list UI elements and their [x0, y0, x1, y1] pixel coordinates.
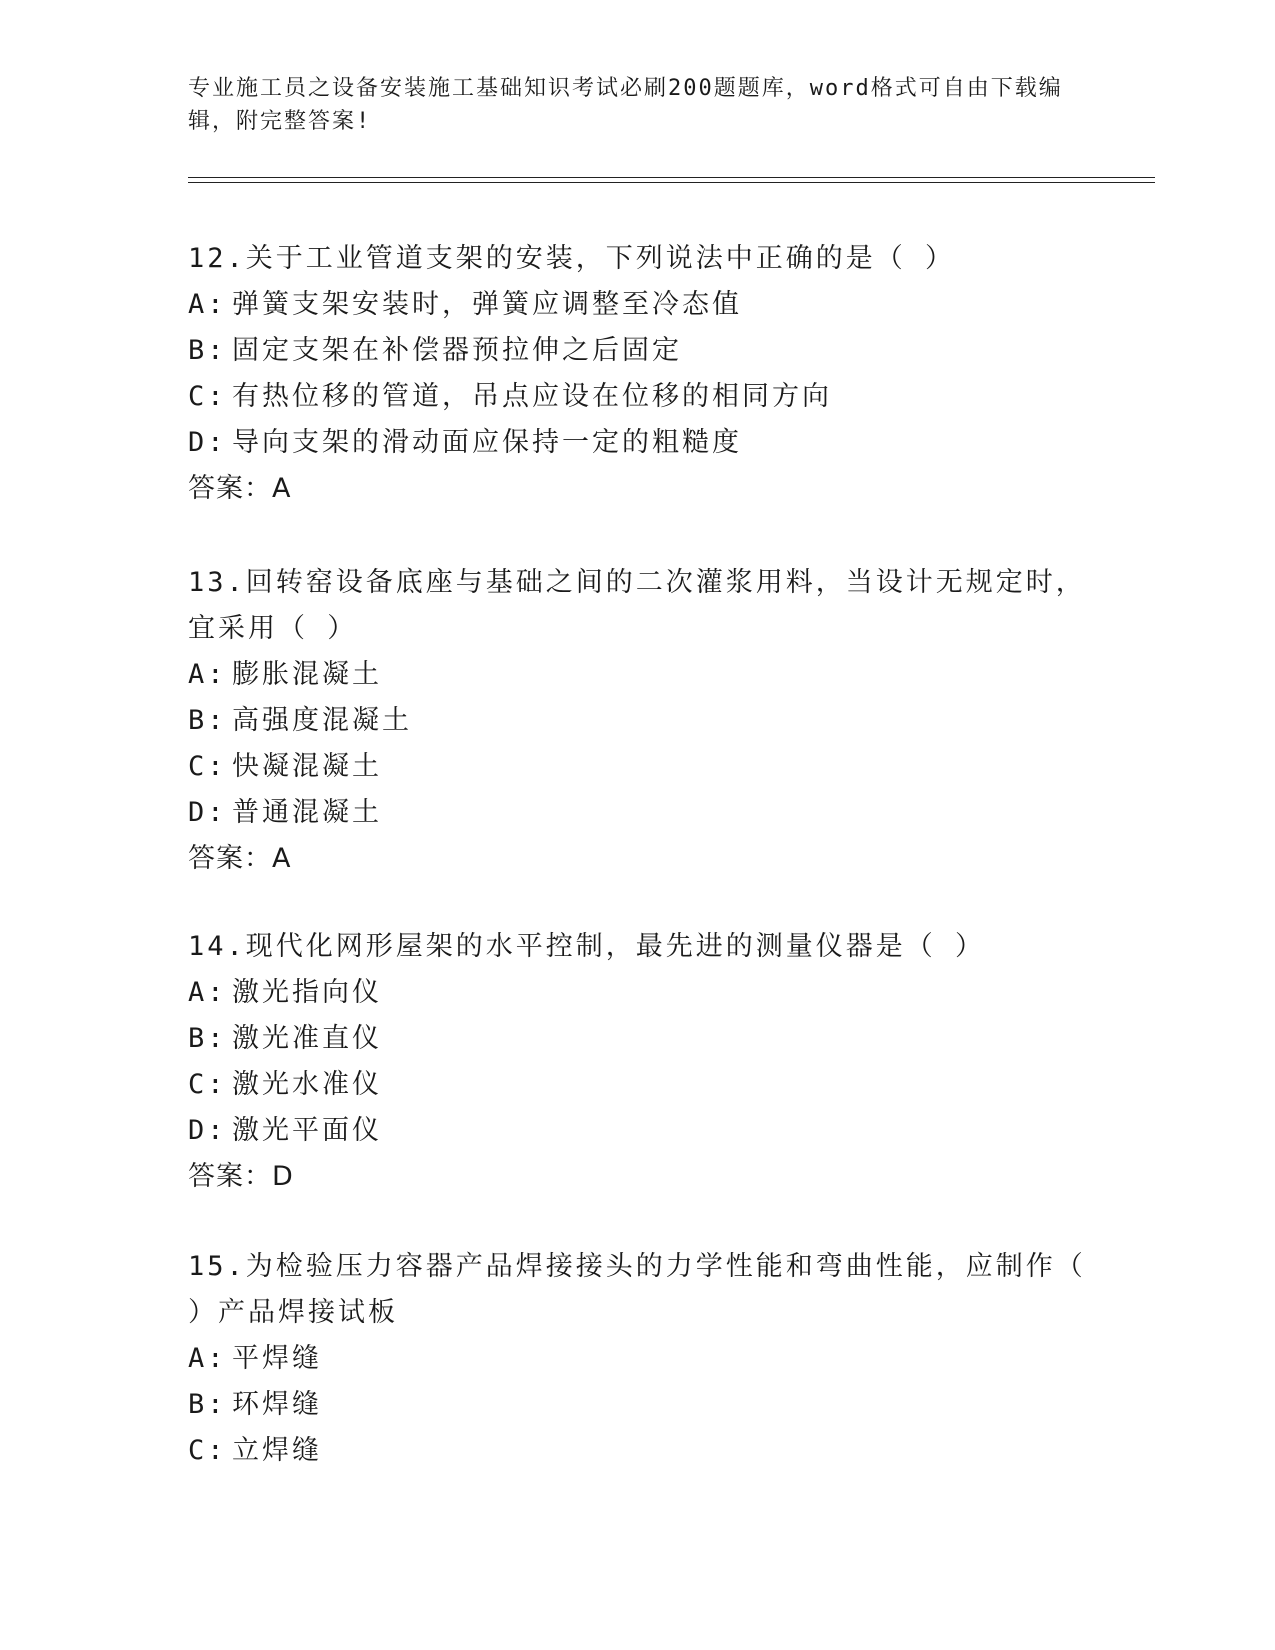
option-text: 激光指向仪 [232, 977, 382, 1008]
option-text: 平焊缝 [232, 1343, 322, 1374]
option-key: A: [188, 977, 227, 1008]
option-d [188, 1108, 1088, 1154]
option-d [188, 790, 1088, 836]
question-stem: 12.关于工业管道支架的安装，下列说法中正确的是（ ） [188, 243, 956, 274]
option-text: 固定支架在补偿器预拉伸之后固定 [232, 335, 682, 366]
option-c [188, 1428, 1088, 1474]
option-key: B: [188, 1023, 227, 1054]
option-b [188, 1382, 1088, 1428]
option-key: C: [188, 381, 227, 412]
question-12 [188, 236, 1088, 512]
question-15 [188, 1244, 1106, 1474]
option-key: C: [188, 1069, 227, 1100]
option-text: 环焊缝 [232, 1389, 322, 1420]
option-b [188, 1016, 1088, 1062]
option-text: 立焊缝 [232, 1435, 322, 1466]
option-text: 激光平面仪 [232, 1115, 382, 1146]
header-divider-top [188, 177, 1155, 178]
question-stem: 14.现代化网形屋架的水平控制，最先进的测量仪器是（ ） [188, 931, 986, 962]
option-d [188, 420, 1088, 466]
option-text: 普通混凝土 [232, 797, 382, 828]
option-key: D: [188, 797, 227, 828]
answer-line: 答案：D [188, 1161, 294, 1192]
option-c [188, 374, 1088, 420]
question-stem: 15.为检验压力容器产品焊接接头的力学性能和弯曲性能，应制作（ ）产品焊接试板 [188, 1251, 1106, 1328]
option-a [188, 652, 1088, 698]
question-14 [188, 924, 1088, 1200]
option-key: B: [188, 705, 227, 736]
option-key: A: [188, 1343, 227, 1374]
option-key: D: [188, 427, 227, 458]
option-a [188, 1336, 1088, 1382]
option-text: 导向支架的滑动面应保持一定的粗糙度 [232, 427, 742, 458]
option-key: C: [188, 1435, 227, 1466]
option-text: 高强度混凝土 [232, 705, 412, 736]
option-a [188, 970, 1088, 1016]
option-c [188, 744, 1088, 790]
option-key: B: [188, 335, 227, 366]
answer-line: 答案：A [188, 843, 292, 874]
answer-line: 答案：A [188, 473, 292, 504]
option-c [188, 1062, 1088, 1108]
option-b [188, 328, 1088, 374]
option-key: D: [188, 1115, 227, 1146]
document-header: 专业施工员之设备安装施工基础知识考试必刷200题题库，word格式可自由下载编辑，附完整答案! [188, 76, 1063, 134]
option-key: C: [188, 751, 227, 782]
option-text: 快凝混凝土 [232, 751, 382, 782]
option-a [188, 282, 1088, 328]
option-text: 激光准直仪 [232, 1023, 382, 1054]
header-divider-bottom [188, 182, 1155, 183]
option-text: 膨胀混凝土 [232, 659, 382, 690]
option-key: A: [188, 289, 227, 320]
option-key: A: [188, 659, 227, 690]
option-text: 有热位移的管道，吊点应设在位移的相同方向 [232, 381, 832, 412]
option-text: 激光水准仪 [232, 1069, 382, 1100]
option-key: B: [188, 1389, 227, 1420]
option-b [188, 698, 1088, 744]
option-text: 弹簧支架安装时，弹簧应调整至冷态值 [232, 289, 742, 320]
question-stem: 13.回转窑设备底座与基础之间的二次灌浆用料，当设计无规定时，宜采用（ ） [188, 567, 1086, 644]
question-13 [188, 560, 1088, 882]
